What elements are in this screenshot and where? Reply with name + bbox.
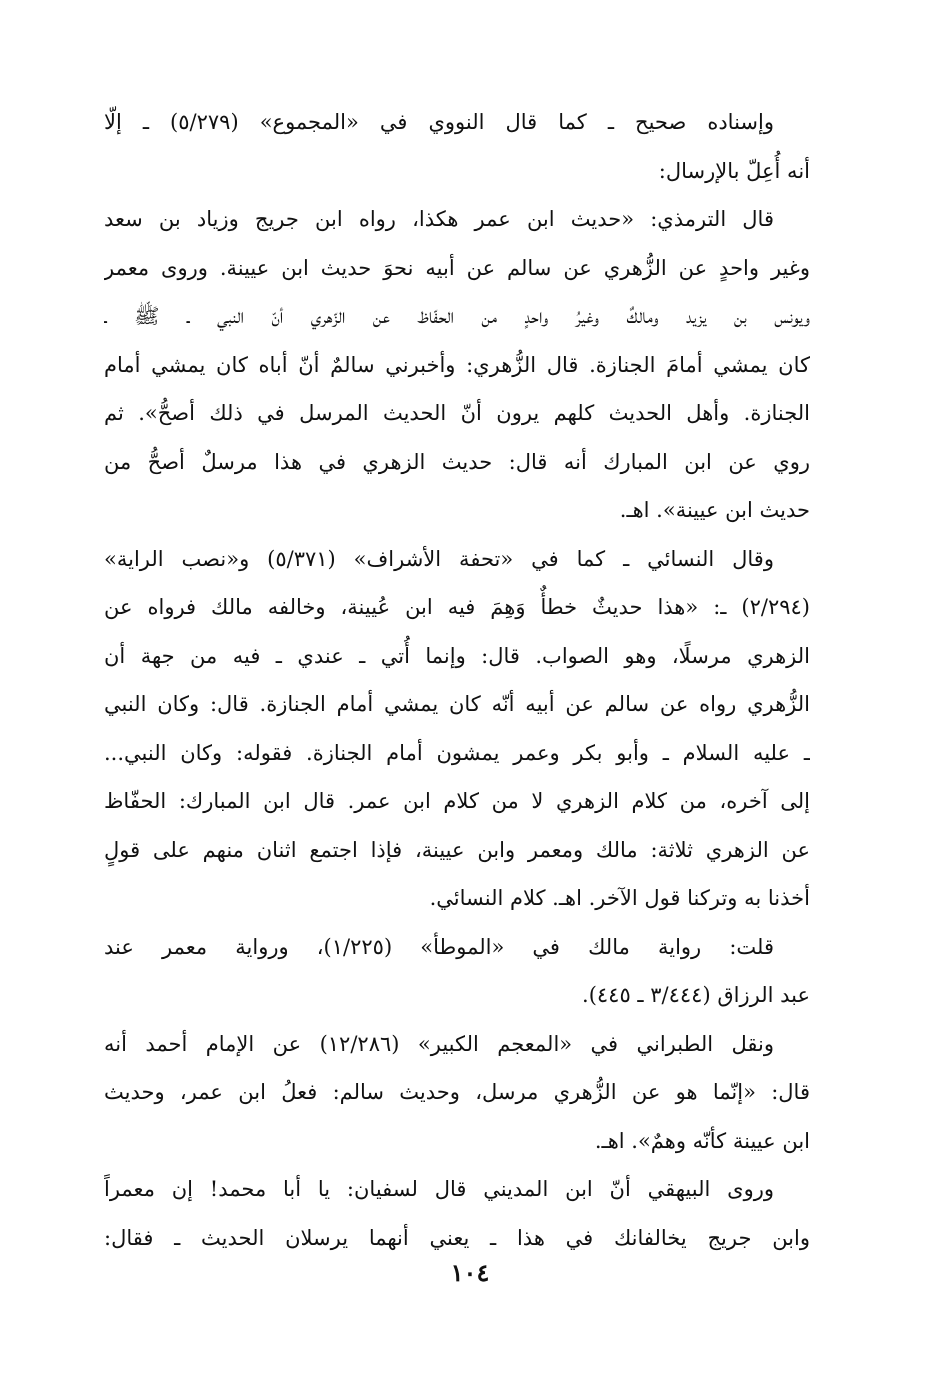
text-line: عبد الرزاق (٣/٤٤٤ ـ ٤٤٥). — [582, 983, 810, 1007]
paragraph-bayhaqi — [104, 1165, 810, 1262]
text-line: وغير واحدٍ عن الزُّهري عن سالم عن أبيه نحوَ حديث ابن عيينة. وروى معمر — [104, 255, 810, 280]
text-line: وإسناده صحيح ـ كما قال النووي في «المجموع» (٥/٢٧٩) ـ إلّا — [104, 110, 774, 134]
page-number: ١٠٤ — [450, 1258, 490, 1287]
text-line: وابن جريج يخالفانك في هذا ـ يعني أنهما يرسلان الحديث ـ فقال: — [104, 1225, 810, 1250]
text-line: قال الترمذي: «حديث ابن عمر هكذا، رواه ابن جريج وزياد بن سعد — [104, 207, 774, 231]
text-line: (٢/٢٩٤) ـ: «هذا حديثٌ خطأٌ وَهِمَ فيه ابن عُيينة، وخالفه مالك فرواه عن — [104, 595, 810, 619]
paragraph-isnad — [104, 98, 810, 195]
text-line: أنه أُعِلّ بالإرسال: — [658, 158, 810, 183]
text-line: كان يمشي أمامَ الجنازة. قال الزُّهري: وأخبرني سالمٌ أنّ أباه كان يمشي أمام — [104, 352, 810, 377]
text-line: وقال النسائي ـ كما في «تحفة الأشراف» (٥/٣٧١) و«نصب الراية» — [104, 546, 774, 571]
text-line: ـ عليه السلام ـ وأبو بكر وعمر يمشون أمام الجنازة. فقوله: وكان النبي... — [104, 740, 810, 765]
text-line: قال: «إنّما هو عن الزُّهري مرسل، وحديث سالم: فعلُ ابن عمر، وحديث — [104, 1080, 810, 1104]
paragraph-tirmidhi — [104, 195, 810, 535]
text-line: الجنازة. وأهل الحديث كلهم يرون أنّ الحديث المرسل في ذلك أصحُّ». ثم — [104, 401, 810, 425]
body-text — [104, 98, 810, 1262]
text-line: الزهري مرسلًا، وهو الصواب. قال: وإنما أُتي ـ عندي ـ فيه من جهة أن — [104, 643, 810, 668]
text-line: عن الزهري ثلاثة: مالك ومعمر وابن عيينة، فإذا اجتمع اثنان منهم على قولٍ — [104, 837, 810, 862]
text-line: ونقل الطبراني في «المعجم الكبير» (١٢/٢٨٦) عن الإمام أحمد أنه — [104, 1031, 775, 1056]
paragraph-tabarani — [104, 1020, 810, 1166]
text-line: روي عن ابن المبارك أنه قال: حديث الزهري في هذا مرسلٌ أصحُّ من — [104, 449, 810, 474]
text-line: أخذنا به وتركنا قول الآخر. اهـ. كلام النسائي. — [429, 886, 810, 910]
text-line: ويونس بن يزيد ومالكٌ وغيرُ واحدٍ من الحفّاظ عن الزّهري أنّ النبي ـ ﷺ ـ — [104, 304, 810, 328]
text-line: ابن عيينة كأنّه وهمٌ». اهـ. — [594, 1128, 810, 1153]
text-line: قلت: رواية مالك في «الموطأ» (١/٢٢٥)، ورواية معمر عند — [104, 934, 775, 959]
text-line: الزُّهري رواه عن سالم عن أبيه أنّه كان يمشي أمام الجنازة. قال: وكان النبي — [104, 692, 810, 716]
paragraph-nasai — [104, 535, 810, 923]
text-line: وروى البيهقي أنّ ابن المديني قال لسفيان: يا أبا محمد! إن معمراً — [104, 1177, 774, 1201]
paragraph-qultu — [104, 923, 810, 1020]
text-line: حديث ابن عيينة». اهـ. — [619, 498, 810, 522]
text-line: إلى آخره، من كلام الزهري لا من كلام ابن عمر. قال ابن المبارك: الحفّاظ — [104, 789, 810, 813]
